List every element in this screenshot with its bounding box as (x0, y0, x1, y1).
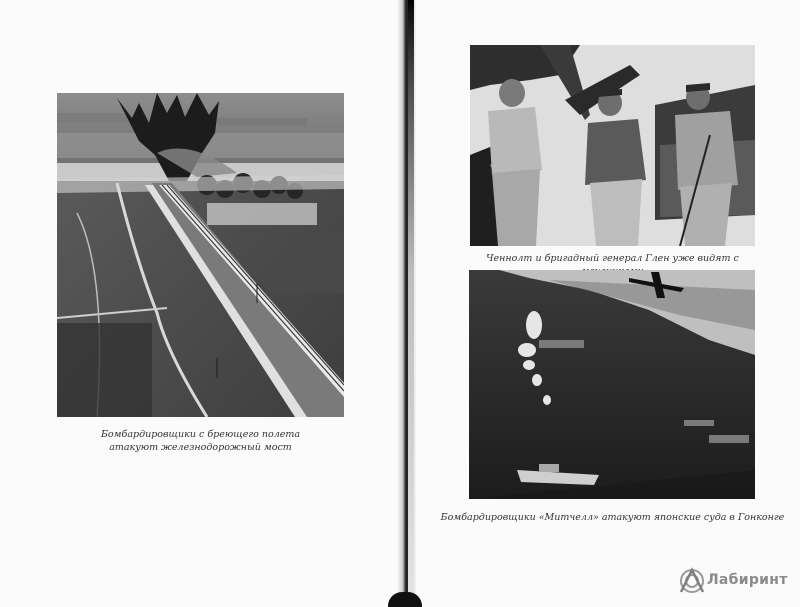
caption-people: Ченнолт и бригадный генерал Глен уже видят с (486, 253, 739, 264)
caption-bridge: Бомбардировщики с бреющего полета атакуют железнодорожный мост (100, 429, 301, 453)
caption-harbor: Бомбардировщики «Митчелл» атакуют японские суда в Гонконге (440, 512, 785, 523)
labyrinth-logo-icon (678, 566, 708, 596)
spine-bottom (388, 592, 422, 607)
bridge-photo (57, 93, 344, 417)
watermark-text: Лабиринт (707, 572, 788, 588)
spine-shadow (408, 0, 414, 607)
labyrinth-watermark (678, 565, 790, 597)
people-photo (470, 45, 755, 246)
harbor-photo (469, 270, 755, 499)
